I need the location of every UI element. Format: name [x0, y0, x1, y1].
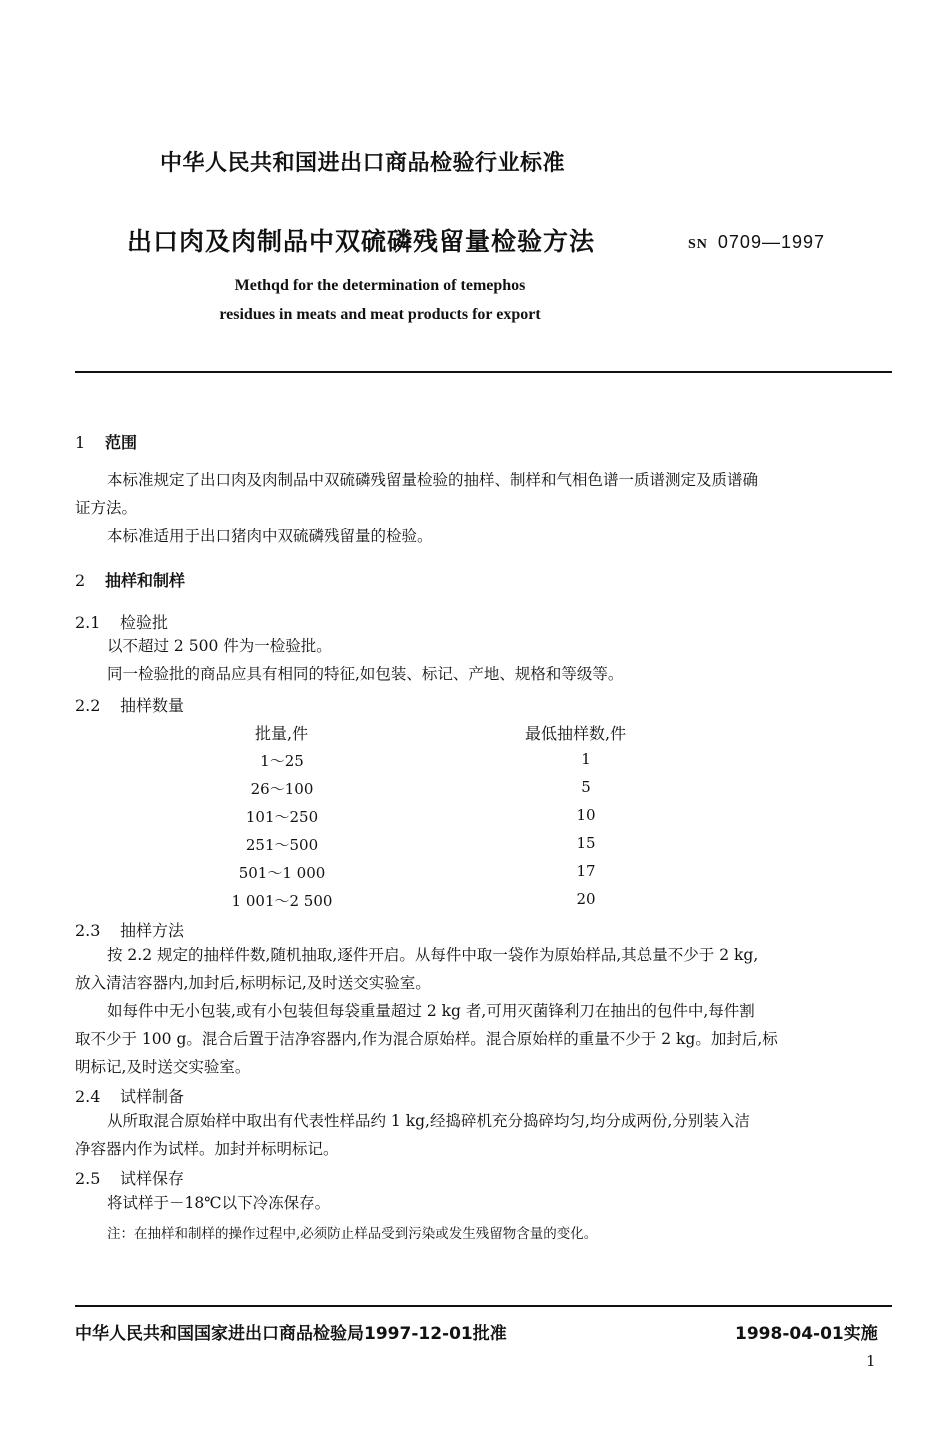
subsection-2-5-heading	[75, 1166, 184, 1189]
section-1-p1-line-2: 证方法。	[75, 499, 138, 517]
subsection-2-5-title: 试样保存	[120, 1169, 185, 1188]
section-1-number: 1	[75, 433, 86, 452]
subsection-2-4-number: 2.4	[75, 1087, 101, 1106]
table-cell-batch: 1～25	[260, 752, 304, 770]
effective-date: 1998-04-01实施	[735, 1324, 878, 1344]
table-cell-batch: 26～100	[250, 780, 314, 798]
standard-code-prefix: SN	[688, 237, 708, 252]
section-1-paragraph-1	[75, 466, 892, 522]
subsection-2-3-paragraph-2	[75, 997, 892, 1081]
document-title: 出口肉及肉制品中双硫磷残留量检验方法	[127, 227, 596, 256]
section-2-heading	[75, 568, 185, 591]
approval-statement: 中华人民共和国国家进出口商品检验局1997-12-01批准	[75, 1324, 507, 1344]
note-text: 注：在抽样和制样的操作过程中,必须防止样品受到污染或发生残留物含量的变化。	[107, 1226, 598, 1242]
section-1-heading	[75, 430, 137, 453]
table-header-batch: 批量,件	[255, 724, 309, 743]
table-cell-samples: 15	[576, 834, 596, 852]
subsection-2-2-number: 2.2	[75, 696, 101, 715]
subsection-2-1-line-1: 以不超过 2 500 件为一检验批。	[107, 637, 332, 655]
table-cell-samples: 20	[576, 890, 596, 908]
subsection-2-1-heading	[75, 610, 168, 633]
subsection-2-3-heading	[75, 918, 184, 941]
table-cell-samples: 5	[581, 778, 591, 796]
section-1-p1-line-1: 本标准规定了出口肉及肉制品中双硫磷残留量检验的抽样、制样和气相色谱一质谱测定及质谱确	[107, 471, 759, 489]
page-number: 1	[866, 1352, 876, 1370]
footer-divider	[75, 1305, 892, 1307]
subsection-2-3-paragraph-1	[75, 941, 892, 997]
section-1-title: 范围	[105, 433, 138, 452]
table-header-min-samples: 最低抽样数,件	[525, 724, 627, 743]
subsection-2-3-p1-line-2: 放入清洁容器内,加封后,标明标记,及时送交实验室。	[75, 974, 431, 992]
subsection-2-3-p1-line-1: 按 2.2 规定的抽样件数,随机抽取,逐件开启。从每件中取一袋作为原始样品,其总量不少于 2 kg,	[107, 946, 759, 964]
section-1-paragraph-2: 本标准适用于出口猪肉中双硫磷残留量的检验。	[107, 527, 433, 545]
subsection-2-3-p2-line-3: 明标记,及时送交实验室。	[75, 1058, 251, 1076]
standard-code	[688, 232, 825, 253]
table-cell-batch: 501～1 000	[238, 864, 326, 882]
table-cell-batch: 1 001～2 500	[231, 892, 333, 910]
table-cell-samples: 1	[581, 750, 591, 768]
english-title-line-1: Methqd for the determination of temephos	[234, 277, 526, 294]
subsection-2-1-number: 2.1	[75, 613, 101, 632]
header-divider	[75, 371, 892, 373]
subsection-2-2-title: 抽样数量	[120, 696, 185, 715]
english-title-line-2: residues in meats and meat products for export	[219, 306, 541, 323]
table-cell-samples: 17	[576, 862, 596, 880]
subsection-2-3-p2-line-2: 取不少于 100 g。混合后置于洁净容器内,作为混合原始样。混合原始样的重量不少于 2 kg。加封后,标	[75, 1030, 778, 1048]
section-2-title: 抽样和制样	[105, 571, 186, 590]
subsection-2-5-line-1: 将试样于－18℃以下冷冻保存。	[107, 1194, 331, 1212]
standard-type-heading: 中华人民共和国进出口商品检验行业标准	[160, 151, 566, 176]
subsection-2-4-heading	[75, 1084, 184, 1107]
section-2-number: 2	[75, 571, 86, 590]
subsection-2-4-paragraph	[75, 1107, 892, 1163]
subsection-2-4-line-2: 净容器内作为试样。加封并标明标记。	[75, 1140, 339, 1158]
table-cell-batch: 251～500	[245, 836, 319, 854]
subsection-2-2-heading	[75, 693, 184, 716]
subsection-2-4-line-1: 从所取混合原始样中取出有代表性样品约 1 kg,经捣碎机充分捣碎均匀,均分成两份,分别装入洁	[107, 1112, 750, 1130]
subsection-2-5-number: 2.5	[75, 1169, 101, 1188]
table-cell-samples: 10	[576, 806, 596, 824]
subsection-2-4-title: 试样制备	[120, 1087, 185, 1106]
table-cell-batch: 101～250	[245, 808, 319, 826]
subsection-2-3-p2-line-1: 如每件中无小包装,或有小包装但每袋重量超过 2 kg 者,可用灭菌锋利刀在抽出的包件中,每件割	[107, 1002, 755, 1020]
subsection-2-3-number: 2.3	[75, 921, 101, 940]
subsection-2-1-line-2: 同一检验批的商品应具有相同的特征,如包装、标记、产地、规格和等级等。	[107, 665, 624, 683]
standard-code-number: 0709—1997	[717, 232, 825, 252]
subsection-2-1-title: 检验批	[120, 613, 169, 632]
subsection-2-3-title: 抽样方法	[120, 921, 185, 940]
